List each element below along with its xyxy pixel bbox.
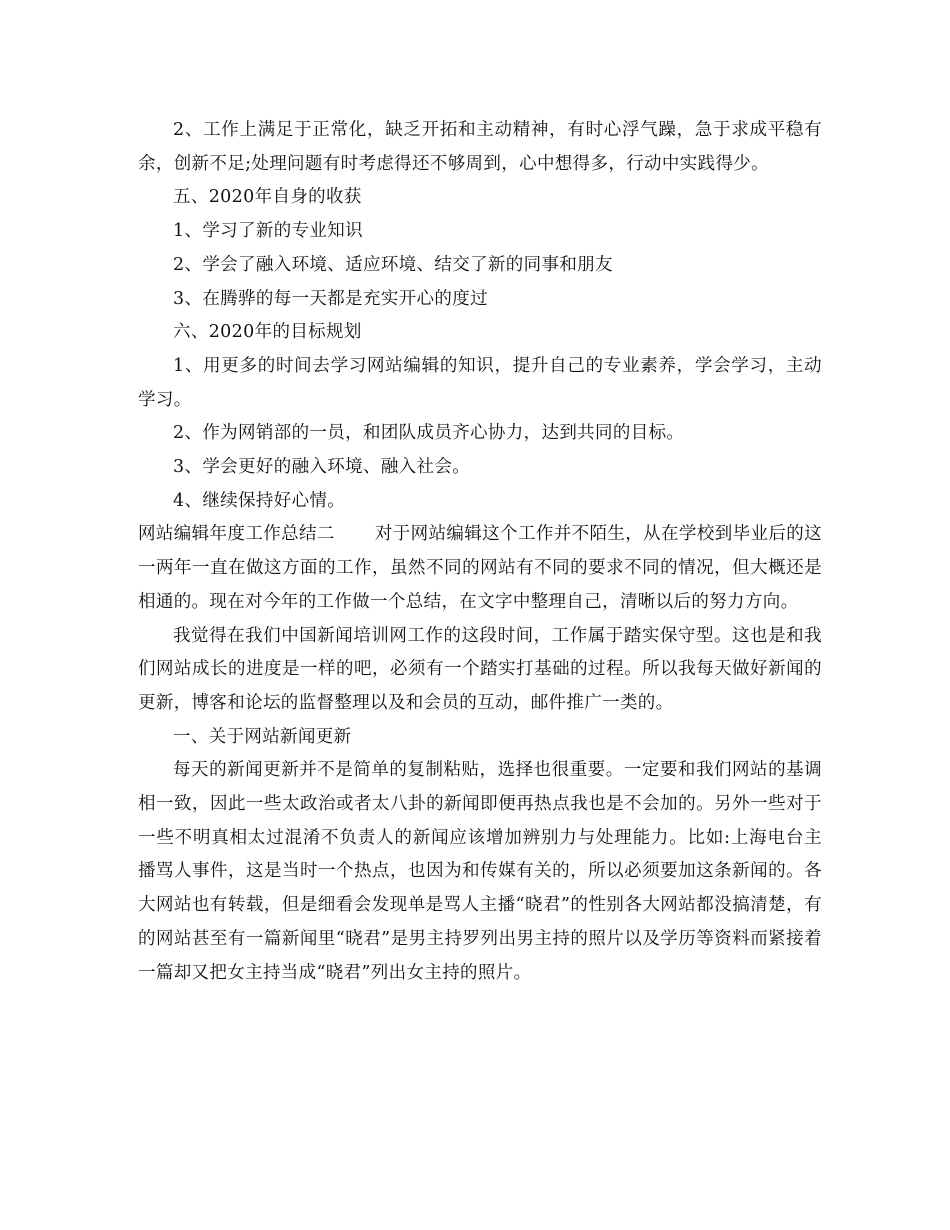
list-item-goal-3: 3、学会更好的融入环境、融入社会。: [173, 457, 471, 478]
heading-news-update: 一、关于网站新闻更新: [173, 726, 352, 747]
section-two-title: 网站编辑年度工作总结二: [138, 524, 335, 545]
list-item-goal-2: 2、作为网销部的一员，和团队成员齐心协力，达到共同的目标。: [173, 423, 685, 444]
heading-2020-gains: 五、2020年自身的收获: [173, 187, 362, 208]
section-two-intro: 对于网站编辑这个工作并不陌生，从在学校到毕业后的这一两年一直在做这方面的工作，虽然不同的网站有不同的要求不同的情况，但大概还是相通的。现在对今年的工作做一个总结，在文字中整理自己，清晰以后的努力方向。: [138, 524, 822, 612]
document-page: [138, 114, 822, 990]
list-item-goal-4: 4、继续保持好心情。: [173, 490, 346, 511]
list-item-gain-3: 3、在腾骅的每一天都是充实开心的度过: [173, 288, 488, 309]
paragraph-work-shortcoming-2: 2、工作上满足于正常化，缺乏开拓和主动精神，有时心浮气躁，急于求成平稳有余，创新不足;处理问题有时考虑得还不够周到，心中想得多，行动中实践得少。: [138, 120, 822, 174]
list-item-gain-2: 2、学会了融入环境、适应环境、结交了新的同事和朋友: [173, 254, 613, 275]
heading-2020-goals: 六、2020年的目标规划: [173, 322, 362, 343]
list-item-goal-1: 1、用更多的时间去学习网站编辑的知识，提升自己的专业素养，学会学习，主动学习。: [138, 355, 822, 410]
section-two-paragraph: [138, 518, 822, 619]
paragraph-work-style: 我觉得在我们中国新闻培训网工作的这段时间，工作属于踏实保守型。这也是和我们网站成长的进度是一样的吧，必须有一个踏实打基础的过程。所以我每天做好新闻的更新，博客和论坛的监督整理以及和会员的互动，邮件推广一类的。: [138, 625, 822, 713]
paragraph-news-selection: 每天的新闻更新并不是简单的复制粘贴，选择也很重要。一定要和我们网站的基调相一致，因此一些太政治或者太八卦的新闻即便再热点我也是不会加的。另外一些对于一些不明真相太过混淆不负责人的新闻应该增加辨别力与处理能力。比如:上海电台主播骂人事件，这是当时一个热点，也因为和传媒有关的，所以必须要加这条新闻的。各大网站也有转载，但是细看会发现单是骂人主播“晓君”的性别各大网站都没搞清楚，有的网站甚至有一篇新闻里“晓君”是男主持罗列出男主持的照片以及学历等资料而紧接着一篇却又把女主持当成“晓君”列出女主持的照片。: [138, 760, 822, 983]
list-item-gain-1: 1、学习了新的专业知识: [173, 221, 363, 242]
